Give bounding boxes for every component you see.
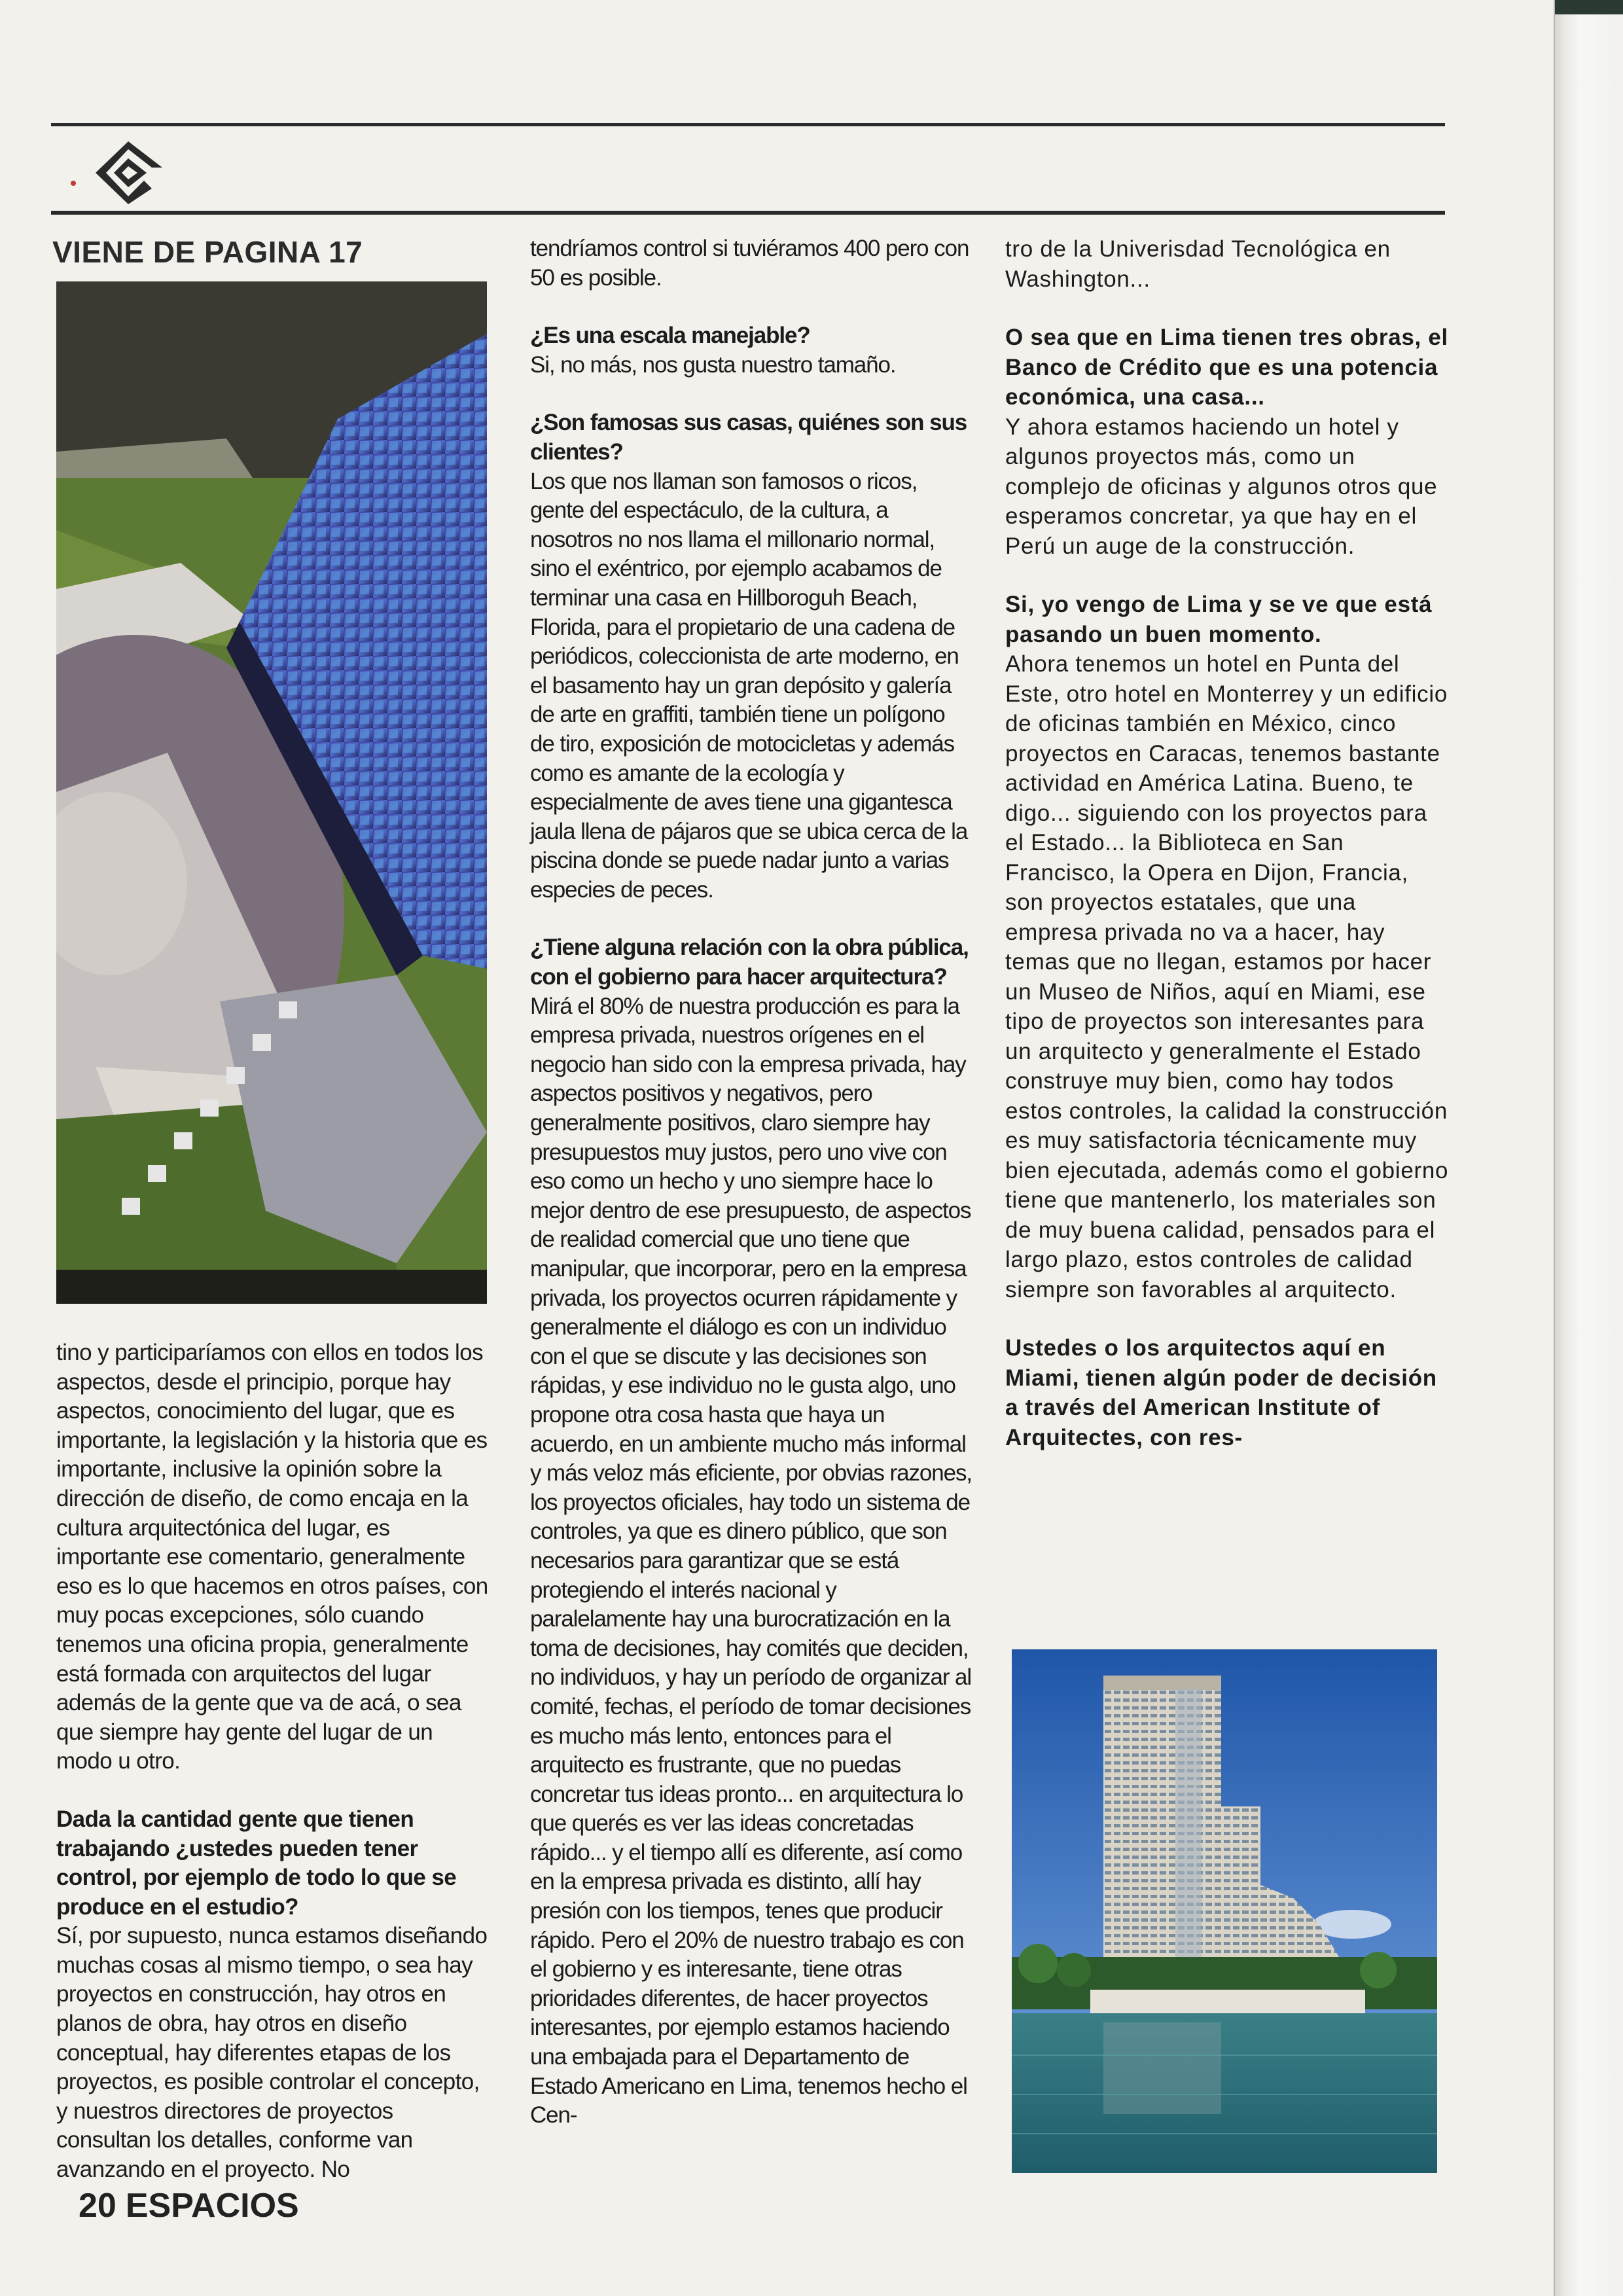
interview-answer: Y ahora estamos haciendo un hotel y algunos proyectos más, como un complejo de oficinas y algunos otros que esperamos concretar, ya que hay en el Perú un auge de la construcción.: [1005, 414, 1438, 559]
interview-question: ¿Tiene alguna relación con la obra pública, con el gobierno para hacer arquitectura?: [530, 935, 969, 990]
continued-from-heading: VIENE DE PAGINA 17: [52, 235, 363, 269]
interview-question: Dada la cantidad gente que tienen trabajando ¿ustedes pueden tener control, por ejemplo de todo lo que se produce en el estudio?: [56, 1806, 457, 1920]
interview-answer: Si, no más, nos gusta nuestro tamaño.: [530, 351, 896, 378]
column-middle: [530, 234, 972, 2130]
column-left: [56, 1338, 493, 2185]
interview-answer: Ahora tenemos un hotel en Punta del Este, otro hotel en Monterrey y un edificio de oficinas también en México, cinco proyectos en Caracas, tenemos bastante actividad en América Latina. Bueno, te digo... siguiendo con los proyectos para el Estado... la Biblioteca en San Francisco, la Opera en Dijon, Francia, son proyectos estatales, que una empresa privada no va a hacer, hay temas que no llegan, estamos por hacer un Museo de Niños, aquí en Miami, ese tipo de proyectos son interesantes para un arquitecto y generalmente el Estado construye muy bien, como hay todos estos controles, la calidad la construcción es muy satisfactoria técnicamente muy bien ejecutada, además como el gobierno tiene que mantenerlo, los materiales son de muy buena calidad, pensados para el largo plazo, estos controles de calidad siempre son favorables al arquitecto.: [1005, 651, 1449, 1302]
interview-question: Si, yo vengo de Lima y se ve que está pasando un buen momento.: [1005, 592, 1433, 647]
interview-answer: Mirá el 80% de nuestra producción es para la empresa privada, nuestros orígenes en el negocio han sido con la empresa privada, hay aspectos positivos y negativos, pero generalmente positivos, claro siempre hay presupuestos muy justos, pero uno vive con eso como un hecho y uno siempre hace lo mejor dentro de ese presupuesto, de aspectos de realidad comercial que uno tiene que manipular, que incorporar, pero en la empresa privada, los proyectos ocurren rápidamente y generalmente el diálogo es con un individuo con el que se discute y las decisiones son rápidas, y ese individuo no le gusta algo, uno propone otra cosa hasta que haya un acuerdo, en un ambiente mucho más informal y más veloz más eficiente, por obvias razones, los proyectos oficiales, hay todo un sistema de controles, ya que es dinero público, que son necesarios para garantizar que se está protegiendo el interés nacional y paralelamente hay una burocratización en la toma de decisiones, hay comités que deciden, no individuos, y hay un período de organizar al comité, fechas, el período de tomar decisiones es mucho más lento, entonces para el arquitecto es frustrante, que no puedas concretar tus ideas pronto... en arquitectura lo que querés es ver las ideas concretadas rápido... y el tiempo allí es diferente, así como en la empresa privada es distinto, allí hay presión con los tiempos, tenes que producir rápido. Pero el 20% de nuestro trabajo es con el gobierno y es interesante, tiene otras prioridades diferentes, de hacer proyectos interesantes, por ejemplo estamos haciendo una embajada para el Departamento de Estado Americano en Lima, tenemos hecho el Cen-: [530, 993, 972, 2128]
logo-dot: [71, 181, 76, 186]
interview-question: ¿Es una escala manejable?: [530, 323, 810, 349]
paragraph: tendríamos control si tuviéramos 400 pero con 50 es posible.: [530, 236, 969, 291]
page-edge: [1554, 0, 1623, 2296]
column-right: [1005, 234, 1449, 1452]
interview-answer: Los que nos llaman son famosos o ricos, gente del espectáculo, de la cultura, a nosotros no nos llama el millonario normal, sino el exéntrico, por ejemplo acabamos de terminar una casa en Hillboroguh Beach, Florida, para el propietario de una cadena de periódicos, coleccionista de arte moderno, en el basamento hay un gran depósito y galería de arte en graffiti, también tiene un polígono de tiro, exposición de motocicletas y además como es amante de la ecología y especialmente de aves tiene una gigantesca jaula llena de pájaros que se ubica cerca de la piscina donde se puede nadar junto a varias especies de peces.: [530, 468, 968, 903]
page-edge-binding: [1555, 0, 1623, 14]
header-rule-bottom: [51, 211, 1445, 215]
paragraph: tro de la Univerisdad Tecnológica en Washington...: [1005, 236, 1391, 292]
magazine-name: ESPACIOS: [125, 2187, 299, 2225]
paragraph: tino y participaríamos con ellos en todos los aspectos, desde el principio, porque hay aspectos, conocimiento del lugar, que es importante, la legislación y la historia que es importante, inclusive la opinión sobre la dirección de diseño, de como encaja en la cultura arquitectónica del lugar, es importante ese comentario, generalmente eso es lo que hacemos en otros países, con muy pocas excepciones, sólo cuando tenemos una oficina propia, generalmente está formada con arquitectos del lugar además de la gente que va de acá, o sea que siempre hay gente del lugar de un modo u otro.: [56, 1340, 488, 1774]
interview-question: O sea que en Lima tienen tres obras, el Banco de Crédito que es una potencia económica, una casa...: [1005, 325, 1448, 410]
page-number: 20: [79, 2187, 116, 2225]
header-rule-top: [51, 123, 1445, 126]
interview-question: ¿Son famosas sus casas, quiénes son sus clientes?: [530, 410, 967, 465]
waterfront-tower-photo: [1012, 1649, 1437, 2173]
aerial-building-photo: [56, 281, 487, 1304]
page-folio: [79, 2186, 299, 2225]
espacios-logo-icon: [92, 139, 170, 207]
interview-answer: Sí, por supuesto, nunca estamos diseñando muchas cosas al mismo tiempo, o sea hay proyectos en construcción, hay otros en planos de obra, hay otros en diseño conceptual, hay diferentes etapas de los proyectos, es posible controlar el concepto, y nuestros directores de proyectos consultan los detalles, conforme van avanzando en el proyecto. No: [56, 1923, 488, 2183]
interview-question: Ustedes o los arquitectos aquí en Miami, tienen algún poder de decisión a través del American Institute of Arquitectes, con res-: [1005, 1335, 1437, 1450]
